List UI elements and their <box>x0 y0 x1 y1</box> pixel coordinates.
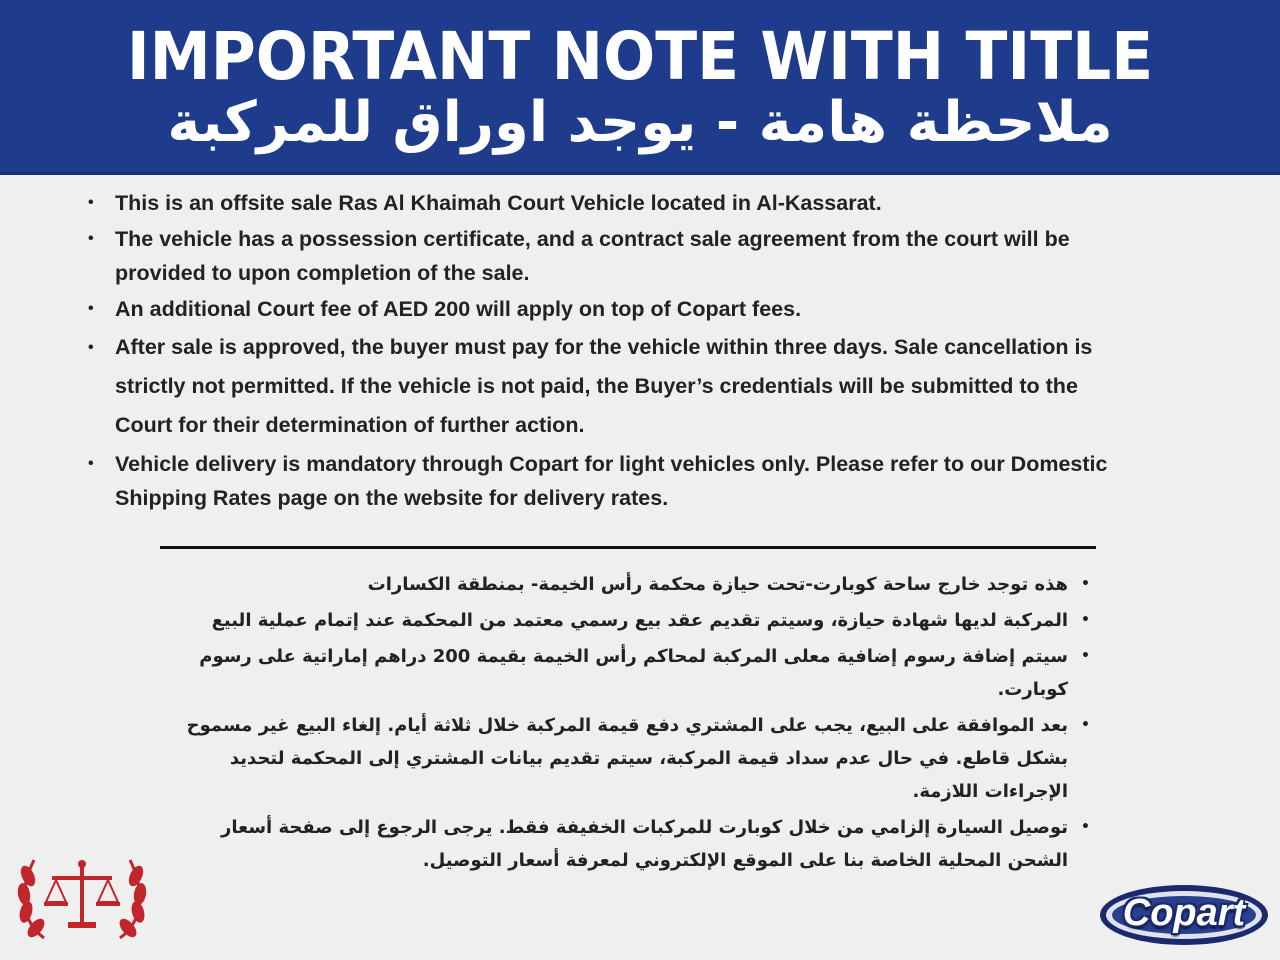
list-item: • After sale is approved, the buyer must pay for the vehicle within three days. Sale cancellation is strictly not permitted. If the vehicle is not paid, the Buyer’s credentials will be submitted to the Court for their determination of further action. <box>88 335 1093 437</box>
list-item: • Vehicle delivery is mandatory through Copart for light vehicles only. Please refer to our Domestic Shipping Rates page on the website for delivery rates. <box>88 452 1108 510</box>
court-scales-laurel-icon <box>14 836 150 952</box>
list-item: • This is an offsite sale Ras Al Khaimah Court Vehicle located in Al-Kassarat. <box>88 191 882 215</box>
list-item: • توصيل السيارة إلزامي من خلال كوبارت للمركبات الخفيفة فقط. يرجى الرجوع إلى صفحة أسعار الشحن المحلية الخاصة بنا على الموقع الإلكتروني لمعرفة أسعار التوصيل. <box>221 817 1090 871</box>
note-text: توصيل السيارة إلزامي من خلال كوبارت للمركبات الخفيفة فقط. يرجى الرجوع إلى صفحة أسعار الشحن المحلية الخاصة بنا على الموقع الإلكتروني لمعرفة أسعار التوصيل. <box>221 817 1068 871</box>
note-text: This is an offsite sale Ras Al Khaimah Court Vehicle located in Al-Kassarat. <box>115 191 882 215</box>
note-text: The vehicle has a possession certificate, and a contract sale agreement from the court will be provided to upon completion of the sale. <box>115 227 1070 285</box>
list-item: • بعد الموافقة على البيع، يجب على المشتري دفع قيمة المركبة خلال ثلاثة أيام. إلغاء البيع غير مسموح بشكل قاطع. في حال عدم سداد قيمة المركبة، سيتم تقديم بيانات المشتري إلى المحكمة لتحديد الإجراءات اللازمة. <box>186 715 1090 802</box>
title-arabic: ملاحظة هامة - يوجد اوراق للمركبة <box>167 90 1113 155</box>
list-item: • سيتم إضافة رسوم إضافية معلى المركبة لمحاكم رأس الخيمة بقيمة 200 دراهم إماراتية على رسوم كوبارت. <box>199 646 1090 700</box>
list-item: • An additional Court fee of AED 200 will apply on top of Copart fees. <box>88 297 802 321</box>
list-item: • المركبة لديها شهادة حيازة، وسيتم تقديم عقد بيع رسمي معتمد من المحكمة عند إتمام عملية البيع <box>211 610 1090 631</box>
note-text: هذه توجد خارج ساحة كوبارت-تحت حيازة محكمة رأس الخيمة- بمنطقة الكسارات <box>367 574 1068 595</box>
note-text: بعد الموافقة على البيع، يجب على المشتري دفع قيمة المركبة خلال ثلاثة أيام. إلغاء البيع غير مسموح بشكل قاطع. في حال عدم سداد قيمة المركبة، سيتم تقديم بيانات المشتري إلى المحكمة لتحديد الإجراءات اللازمة. <box>186 715 1068 802</box>
copart-logo <box>1096 880 1272 950</box>
list-item: • هذه توجد خارج ساحة كوبارت-تحت حيازة محكمة رأس الخيمة- بمنطقة الكسارات <box>367 574 1090 595</box>
section-divider <box>160 546 1096 549</box>
note-text: Vehicle delivery is mandatory through Copart for light vehicles only. Please refer to our Domestic Shipping Rates page on the website for delivery rates. <box>115 452 1108 510</box>
note-text: After sale is approved, the buyer must pay for the vehicle within three days. Sale cancellation is strictly not permitted. If the vehicle is not paid, the Buyer’s credentials will be submitted to the Court for their determination of further action. <box>115 335 1093 437</box>
title-banner <box>0 0 1280 175</box>
note-text: سيتم إضافة رسوم إضافية معلى المركبة لمحاكم رأس الخيمة بقيمة 200 دراهم إماراتية على رسوم كوبارت. <box>199 646 1068 700</box>
notes-arabic-list <box>170 568 1090 880</box>
list-item: • The vehicle has a possession certificate, and a contract sale agreement from the court will be provided to upon completion of the sale. <box>88 227 1070 285</box>
logo-text: Copart <box>1122 892 1246 934</box>
note-text: المركبة لديها شهادة حيازة، وسيتم تقديم عقد بيع رسمي معتمد من المحكمة عند إتمام عملية البيع <box>211 610 1068 631</box>
title-english: IMPORTANT NOTE WITH TITLE <box>126 18 1154 95</box>
note-text: An additional Court fee of AED 200 will apply on top of Copart fees. <box>115 297 802 321</box>
notes-english-list <box>88 186 1108 517</box>
